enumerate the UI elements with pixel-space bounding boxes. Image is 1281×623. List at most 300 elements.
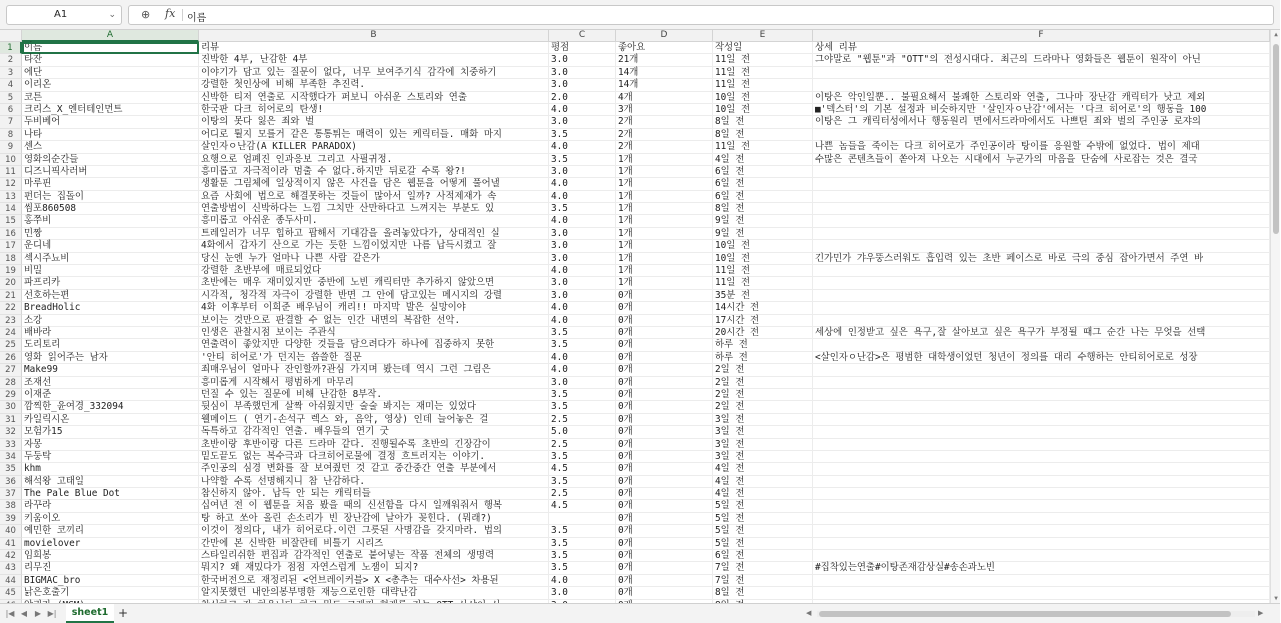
cell-date[interactable]: 10일 전 <box>713 253 813 265</box>
cell-likes[interactable]: 1개 <box>616 191 713 203</box>
cell-detail[interactable]: 수많은 콘텐츠들이 쏟아져 나오는 시대에서 누군가의 마음을 단숨에 사로잡는 것은 결국 <box>813 154 1270 166</box>
cell-rating[interactable]: 3.0 <box>549 166 616 178</box>
cell-date[interactable]: 4일 전 <box>713 476 813 488</box>
column-header-b[interactable]: B <box>199 30 549 42</box>
cell-rating[interactable]: 3.0 <box>549 253 616 265</box>
cell-detail[interactable]: 상세 리뷰 <box>813 42 1270 54</box>
cell-name[interactable]: 임희봉 <box>22 550 199 562</box>
first-sheet-icon[interactable]: |◀ <box>5 609 15 618</box>
row-header[interactable]: 20 <box>0 277 22 289</box>
row-header[interactable]: 32 <box>0 426 22 438</box>
cell-name[interactable]: 이재준 <box>22 389 199 401</box>
cell-likes[interactable]: 0개 <box>616 562 713 574</box>
cell-rating[interactable]: 3.5 <box>549 203 616 215</box>
cell-detail[interactable] <box>813 240 1270 252</box>
row-header[interactable]: 39 <box>0 513 22 525</box>
cell-date[interactable]: 6일 전 <box>713 191 813 203</box>
horizontal-scroll-thumb[interactable] <box>819 611 1231 617</box>
row-header[interactable]: 28 <box>0 377 22 389</box>
cell-review[interactable]: 생활툰 그림체에 일상적이지 않은 사건을 담은 웹툰을 어떻게 풀어낼 <box>199 178 549 190</box>
cell-likes[interactable]: 14개 <box>616 67 713 79</box>
cell-name[interactable]: 마루핀 <box>22 178 199 190</box>
cell-likes[interactable]: 2개 <box>616 141 713 153</box>
cell-likes[interactable]: 0개 <box>616 451 713 463</box>
cell-detail[interactable] <box>813 265 1270 277</box>
column-header-f[interactable]: F <box>813 30 1270 42</box>
cell-rating[interactable]: 3.0 <box>549 54 616 66</box>
cell-likes[interactable]: 0개 <box>616 463 713 475</box>
row-header[interactable]: 3 <box>0 67 22 79</box>
cell-rating[interactable]: 3.0 <box>549 240 616 252</box>
cell-name[interactable]: 조재선 <box>22 377 199 389</box>
row-header[interactable]: 8 <box>0 129 22 141</box>
cell-review[interactable]: 보이는 것만으로 판결할 수 없는 인간 내면의 복잡한 선악. <box>199 315 549 327</box>
sheet-tab-sheet1[interactable]: sheet1 <box>66 604 114 623</box>
cell-name[interactable]: Make99 <box>22 364 199 376</box>
cell-detail[interactable]: 세상에 인정받고 싶은 욕구,잘 살아보고 싶은 욕구가 부정될 때그 순간 나는 무엇을 선택 <box>813 327 1270 339</box>
cell-rating[interactable]: 3.5 <box>549 451 616 463</box>
row-header[interactable]: 19 <box>0 265 22 277</box>
cell-detail[interactable]: ■'덱스터'의 기본 설정과 비슷하지만 '살인자ㅇ난감'에서는 '다크 히어로'의 행동을 100 <box>813 104 1270 116</box>
cell-rating[interactable]: 4.0 <box>549 215 616 227</box>
cell-date[interactable]: 3일 전 <box>713 426 813 438</box>
cell-name[interactable]: 이리온 <box>22 79 199 91</box>
cell-review[interactable]: 트레일러가 너무 힙하고 팝해서 기대감을 올려놓았다가, 상대적인 실 <box>199 228 549 240</box>
cell-review[interactable]: 던질 수 있는 질문에 비해 난감한 8부작. <box>199 389 549 401</box>
cell-name[interactable]: 두비베어 <box>22 116 199 128</box>
cell-rating[interactable]: 4.0 <box>549 141 616 153</box>
cell-rating[interactable]: 3.5 <box>549 525 616 537</box>
function-icon[interactable]: fx <box>165 7 176 20</box>
cell-rating[interactable] <box>549 513 616 525</box>
row-header[interactable]: 10 <box>0 154 22 166</box>
cell-date[interactable]: 5일 전 <box>713 513 813 525</box>
cell-date[interactable]: 10일 전 <box>713 240 813 252</box>
cell-date[interactable]: 6일 전 <box>713 166 813 178</box>
cell-name[interactable]: 영화의순간들 <box>22 154 199 166</box>
cell-likes[interactable]: 0개 <box>616 439 713 451</box>
row-header[interactable]: 42 <box>0 550 22 562</box>
cell-likes[interactable]: 1개 <box>616 228 713 240</box>
cell-review[interactable]: 나약할 수록 선명해지니 참 난감하다. <box>199 476 549 488</box>
cell-date[interactable]: 5일 전 <box>713 525 813 537</box>
cell-date[interactable]: 하루 전 <box>713 352 813 364</box>
cell-rating[interactable]: 3.0 <box>549 587 616 599</box>
cell-detail[interactable] <box>813 575 1270 587</box>
cell-detail[interactable] <box>813 513 1270 525</box>
cell-review[interactable]: 독특하고 감각적인 연출. 배우들의 연기 굿 <box>199 426 549 438</box>
cell-likes[interactable]: 0개 <box>616 352 713 364</box>
cell-review[interactable]: 흥미롭게 시작해서 평범하게 마무리 <box>199 377 549 389</box>
row-header[interactable]: 2 <box>0 54 22 66</box>
cell-review[interactable]: 이탕의 못다 잃은 죄와 벌 <box>199 116 549 128</box>
cell-rating[interactable]: 3.0 <box>549 377 616 389</box>
cell-date[interactable]: 35분 전 <box>713 290 813 302</box>
row-header[interactable]: 27 <box>0 364 22 376</box>
cell-detail[interactable] <box>813 463 1270 475</box>
cell-name[interactable]: 펀더는 집돌이 <box>22 191 199 203</box>
row-header[interactable]: 22 <box>0 302 22 314</box>
row-header[interactable]: 45 <box>0 587 22 599</box>
cell-date[interactable]: 7일 전 <box>713 575 813 587</box>
cell-rating[interactable]: 3.5 <box>549 339 616 351</box>
row-header[interactable]: 30 <box>0 401 22 413</box>
cell-detail[interactable] <box>813 191 1270 203</box>
cell-likes[interactable]: 0개 <box>616 476 713 488</box>
cell-date[interactable]: 하루 전 <box>713 339 813 351</box>
cell-rating[interactable]: 2.5 <box>549 414 616 426</box>
cell-likes[interactable]: 좋아요 <box>616 42 713 54</box>
magnifier-icon[interactable]: ⊕ <box>141 8 151 21</box>
column-header-d[interactable]: D <box>616 30 713 42</box>
cell-detail[interactable] <box>813 277 1270 289</box>
cell-detail[interactable] <box>813 587 1270 599</box>
row-header[interactable]: 24 <box>0 327 22 339</box>
cell-date[interactable]: 3일 전 <box>713 439 813 451</box>
cell-detail[interactable] <box>813 488 1270 500</box>
row-header[interactable]: 1 <box>0 42 22 54</box>
cell-likes[interactable]: 0개 <box>616 587 713 599</box>
cell-date[interactable]: 8일 전 <box>713 129 813 141</box>
cell-review[interactable]: 뒷심이 부족했던게 살짝 아쉬웠지만 술술 봐지는 재미는 있었다 <box>199 401 549 413</box>
row-header[interactable]: 16 <box>0 228 22 240</box>
cell-rating[interactable]: 3.0 <box>549 228 616 240</box>
cell-likes[interactable]: 1개 <box>616 240 713 252</box>
cell-date[interactable]: 9일 전 <box>713 215 813 227</box>
cell-date[interactable]: 6일 전 <box>713 178 813 190</box>
row-header[interactable]: 44 <box>0 575 22 587</box>
cell-likes[interactable]: 0개 <box>616 290 713 302</box>
scroll-right-icon[interactable]: ▶ <box>1258 609 1264 617</box>
cell-detail[interactable] <box>813 178 1270 190</box>
cell-name[interactable]: 배바라 <box>22 327 199 339</box>
cell-name[interactable]: 코튼 <box>22 92 199 104</box>
cell-rating[interactable]: 4.0 <box>549 315 616 327</box>
row-header[interactable]: 36 <box>0 476 22 488</box>
cell-likes[interactable]: 14개 <box>616 79 713 91</box>
cell-rating[interactable]: 3.5 <box>549 538 616 550</box>
cell-rating[interactable]: 3.5 <box>549 154 616 166</box>
cell-rating[interactable]: 평점 <box>549 42 616 54</box>
row-header[interactable]: 35 <box>0 463 22 475</box>
row-header[interactable]: 31 <box>0 414 22 426</box>
column-header-c[interactable]: C <box>549 30 616 42</box>
cell-review[interactable]: 리뷰 <box>199 42 549 54</box>
cell-likes[interactable]: 2개 <box>616 129 713 141</box>
row-header[interactable]: 34 <box>0 451 22 463</box>
row-header[interactable]: 43 <box>0 562 22 574</box>
row-header[interactable]: 14 <box>0 203 22 215</box>
cell-review[interactable]: 요행으로 엄폐진 인과응보 그리고 사필귀정. <box>199 154 549 166</box>
row-header[interactable]: 26 <box>0 352 22 364</box>
cell-review[interactable]: 웰메이드 ( 연기-손석구 렉스 와, 음악, 영상) 인데 늘어놓은 걸 <box>199 414 549 426</box>
cell-review[interactable]: 알지못했던 내안의봉부명한 재능으로인한 대략난감 <box>199 587 549 599</box>
cell-rating[interactable]: 3.0 <box>549 79 616 91</box>
cell-likes[interactable]: 0개 <box>616 550 713 562</box>
cell-date[interactable]: 5일 전 <box>713 500 813 512</box>
cell-name[interactable]: 도리토리 <box>22 339 199 351</box>
cell-date[interactable]: 9일 전 <box>713 228 813 240</box>
row-header[interactable]: 13 <box>0 191 22 203</box>
cell-detail[interactable]: 긴가민가 갸우뚱스러워도 흡입력 있는 초반 페이스로 바로 극의 중심 잡아가면서 주연 바 <box>813 253 1270 265</box>
row-header[interactable]: 23 <box>0 315 22 327</box>
cell-detail[interactable] <box>813 414 1270 426</box>
cell-review[interactable]: 주인공의 심경 변화를 잘 보여줬던 것 같고 중간중간 연출 부분에서 <box>199 463 549 475</box>
cell-name[interactable]: 소강 <box>22 315 199 327</box>
cell-rating[interactable]: 3.0 <box>549 116 616 128</box>
cell-date[interactable]: 3일 전 <box>713 451 813 463</box>
cell-detail[interactable] <box>813 67 1270 79</box>
select-all-corner[interactable] <box>0 30 22 42</box>
cell-date[interactable]: 4일 전 <box>713 463 813 475</box>
add-sheet-button[interactable]: + <box>117 606 129 620</box>
row-header[interactable]: 29 <box>0 389 22 401</box>
row-header[interactable]: 18 <box>0 253 22 265</box>
cell-rating[interactable]: 3.5 <box>549 550 616 562</box>
cell-review[interactable]: 참신하지 않아. 납득 안 되는 캐릭터들 <box>199 488 549 500</box>
cell-review[interactable]: 죄매우님이 얼마나 잔인할까?관심 가지며 봤는데 역시 그런 그림은 <box>199 364 549 376</box>
cell-rating[interactable]: 3.5 <box>549 401 616 413</box>
cell-name[interactable]: 센스 <box>22 141 199 153</box>
cell-name[interactable]: The Pale Blue Dot <box>22 488 199 500</box>
cell-likes[interactable]: 1개 <box>616 203 713 215</box>
cell-likes[interactable]: 0개 <box>616 315 713 327</box>
cell-likes[interactable]: 0개 <box>616 525 713 537</box>
cell-likes[interactable]: 2개 <box>616 116 713 128</box>
cell-detail[interactable] <box>813 439 1270 451</box>
cell-date[interactable]: 10일 전 <box>713 104 813 116</box>
cell-name[interactable]: 섹시주뇨비 <box>22 253 199 265</box>
cell-rating[interactable]: 3.5 <box>549 476 616 488</box>
cell-likes[interactable]: 0개 <box>616 364 713 376</box>
cell-likes[interactable]: 0개 <box>616 401 713 413</box>
horizontal-scrollbar[interactable] <box>805 609 1267 618</box>
cell-rating[interactable]: 4.0 <box>549 352 616 364</box>
cell-review[interactable]: 살인자ㅇ난감(A KILLER PARADOX) <box>199 141 549 153</box>
row-header[interactable]: 15 <box>0 215 22 227</box>
cell-date[interactable]: 11일 전 <box>713 265 813 277</box>
cell-detail[interactable] <box>813 377 1270 389</box>
cell-name[interactable]: 비밀 <box>22 265 199 277</box>
cell-likes[interactable]: 0개 <box>616 575 713 587</box>
cell-name[interactable]: 선호하는편 <box>22 290 199 302</box>
cell-detail[interactable] <box>813 290 1270 302</box>
cell-date[interactable]: 2일 전 <box>713 401 813 413</box>
scroll-up-icon[interactable]: ▲ <box>1274 31 1278 38</box>
cell-review[interactable]: 이야기가 담고 있는 질문이 없다, 너무 보여주기식 감각에 치중하기 <box>199 67 549 79</box>
cell-review[interactable]: 당신 눈엔 누가 얼마나 나쁜 사람 같은가 <box>199 253 549 265</box>
cell-rating[interactable]: 4.0 <box>549 178 616 190</box>
cell-likes[interactable]: 1개 <box>616 265 713 277</box>
cell-review[interactable]: 4화에서 갑자기 산으로 가는 듯한 느낌이었지만 나름 납득시켰고 잘 <box>199 240 549 252</box>
cell-review[interactable]: 신박한 티저 연출로 시작했다가 퍼보니 아쉬운 스토리와 연출 <box>199 92 549 104</box>
cell-rating[interactable]: 4.0 <box>549 302 616 314</box>
cell-name[interactable]: 예민한 코끼리 <box>22 525 199 537</box>
cell-likes[interactable]: 0개 <box>616 538 713 550</box>
cell-detail[interactable] <box>813 129 1270 141</box>
row-header[interactable]: 11 <box>0 166 22 178</box>
cell-review[interactable]: 흥미롭고 자극적이라 멈출 수 없다.하지만 뒤로갈 수록 왕?! <box>199 166 549 178</box>
cell-likes[interactable]: 1개 <box>616 277 713 289</box>
cell-date[interactable]: 11일 전 <box>713 54 813 66</box>
cell-name[interactable]: 낡은호출기 <box>22 587 199 599</box>
cell-name[interactable]: BIGMAC_bro <box>22 575 199 587</box>
cell-detail[interactable]: 그야말로 "웹툰"과 "OTT"의 전성시대다. 최근의 드라마나 영화들은 웹툰이 원작이 아닌 <box>813 54 1270 66</box>
cell-detail[interactable]: 이탕은 그 캐릭터성에서나 행동원리 면에서드라마에서도 나쁘틴 죄와 벌의 주인공 로쟈의 <box>813 116 1270 128</box>
cell-detail[interactable] <box>813 339 1270 351</box>
row-header[interactable]: 41 <box>0 538 22 550</box>
cell-name[interactable]: 깜찍한_윤여경_332094 <box>22 401 199 413</box>
cell-review[interactable]: 십여년 전 이 웹툰을 처음 봤을 때의 신선함을 다시 일깨워줘서 행복 <box>199 500 549 512</box>
row-header[interactable]: 37 <box>0 488 22 500</box>
cell-name[interactable]: 디즈니픽사러버 <box>22 166 199 178</box>
cell-name[interactable]: 자몽 <box>22 439 199 451</box>
cell-likes[interactable]: 0개 <box>616 488 713 500</box>
row-header[interactable]: 6 <box>0 104 22 116</box>
row-header[interactable]: 38 <box>0 500 22 512</box>
cell-name[interactable]: 파프리카 <box>22 277 199 289</box>
cell-review[interactable]: 강렬한 초반부에 매료되었다 <box>199 265 549 277</box>
cell-review[interactable]: 연출력이 좋았지만 다양한 것들을 담으려다가 하나에 집중하지 못한 <box>199 339 549 351</box>
cell-date[interactable]: 8일 전 <box>713 116 813 128</box>
cell-review[interactable]: '안티 히어로'가 던지는 씁쓸한 질문 <box>199 352 549 364</box>
cell-detail[interactable] <box>813 166 1270 178</box>
cell-name[interactable]: BreadHolic <box>22 302 199 314</box>
cell-detail[interactable] <box>813 401 1270 413</box>
cell-date[interactable]: 11일 전 <box>713 141 813 153</box>
cell-likes[interactable]: 0개 <box>616 513 713 525</box>
cell-review[interactable]: 초반에는 매우 재미있지만 중반에 노빈 캐릭터만 추가하지 않았으면 <box>199 277 549 289</box>
row-header[interactable]: 40 <box>0 525 22 537</box>
row-header[interactable]: 9 <box>0 141 22 153</box>
cell-detail[interactable]: 이탕은 악인일뿐.. 불필요해서 불쾌한 스토리와 연출, 그나마 장난감 캐릭터가 낫고 제외 <box>813 92 1270 104</box>
cell-date[interactable]: 7일 전 <box>713 562 813 574</box>
chevron-down-icon[interactable]: ⌄ <box>108 10 116 20</box>
previous-sheet-icon[interactable]: ◀ <box>20 609 28 618</box>
cell-date[interactable]: 10일 전 <box>713 92 813 104</box>
cell-likes[interactable]: 1개 <box>616 154 713 166</box>
cell-name[interactable]: 리무진 <box>22 562 199 574</box>
cell-date[interactable]: 4일 전 <box>713 154 813 166</box>
cell-name[interactable]: khm <box>22 463 199 475</box>
cell-likes[interactable]: 0개 <box>616 426 713 438</box>
cell-detail[interactable] <box>813 525 1270 537</box>
cell-review[interactable]: 간만에 본 신박한 비잘란테 비틀기 시리즈 <box>199 538 549 550</box>
formula-value[interactable]: 이름 <box>187 13 207 24</box>
cell-rating[interactable]: 4.0 <box>549 191 616 203</box>
cell-likes[interactable]: 1개 <box>616 215 713 227</box>
cell-date[interactable]: 17시간 전 <box>713 315 813 327</box>
cell-detail[interactable] <box>813 389 1270 401</box>
cell-review[interactable]: 요즘 사회에 법으로 해결못하는 것들이 많아서 일까? 사적제재가 속 <box>199 191 549 203</box>
cell-likes[interactable]: 1개 <box>616 166 713 178</box>
cell-review[interactable]: 4화 이후부터 이희준 배우님이 캐리!! 마지막 발은 실망이야 <box>199 302 549 314</box>
cell-likes[interactable]: 0개 <box>616 414 713 426</box>
cell-name[interactable]: 나타 <box>22 129 199 141</box>
cell-detail[interactable] <box>813 451 1270 463</box>
cell-review[interactable]: 어디로 튈지 모를거 같은 통통튀는 매력이 있는 케릭터들. 매화 마지 <box>199 129 549 141</box>
cell-review[interactable]: 한국버전으로 재정리된 <언브레이커블> X <총추는 대수사선> 차용된 <box>199 575 549 587</box>
cell-name[interactable]: 홍쭈비 <box>22 215 199 227</box>
cell-name[interactable]: 영화 읽어주는 남자 <box>22 352 199 364</box>
cell-likes[interactable]: 3개 <box>616 104 713 116</box>
cell-likes[interactable]: 21개 <box>616 54 713 66</box>
cell-detail[interactable] <box>813 215 1270 227</box>
cell-detail[interactable] <box>813 500 1270 512</box>
row-header[interactable]: 12 <box>0 178 22 190</box>
cell-detail[interactable] <box>813 538 1270 550</box>
cell-rating[interactable]: 3.0 <box>549 277 616 289</box>
cell-likes[interactable]: 0개 <box>616 377 713 389</box>
cell-detail[interactable]: 나쁜 놈들을 죽이는 다크 히어로가 주인공이라 탕이를 응원할 수밖에 없었다. 법이 제대 <box>813 141 1270 153</box>
cell-date[interactable]: 14시간 전 <box>713 302 813 314</box>
cell-likes[interactable]: 0개 <box>616 302 713 314</box>
cell-name[interactable]: 운디네 <box>22 240 199 252</box>
cell-name[interactable]: 에단 <box>22 67 199 79</box>
cell-name[interactable]: 이름 <box>22 42 199 54</box>
column-header-e[interactable]: E <box>713 30 813 42</box>
cell-detail[interactable] <box>813 426 1270 438</box>
cell-review[interactable]: 초반이랑 후반이랑 다른 드라마 같다. 진행될수록 초반의 긴장감이 <box>199 439 549 451</box>
cell-rating[interactable]: 4.5 <box>549 500 616 512</box>
cell-name[interactable]: 카일릭시온 <box>22 414 199 426</box>
cell-review[interactable]: 스타일리쉬한 편집과 감각적인 연출로 붙어넣는 작품 전체의 생명력 <box>199 550 549 562</box>
cell-name[interactable]: 모험가15 <box>22 426 199 438</box>
cell-rating[interactable]: 4.0 <box>549 575 616 587</box>
cell-likes[interactable]: 0개 <box>616 500 713 512</box>
row-header[interactable]: 33 <box>0 439 22 451</box>
cell-name[interactable]: 타잔 <box>22 54 199 66</box>
cell-review[interactable]: 한국판 다크 히어로의 탄생! <box>199 104 549 116</box>
cell-likes[interactable]: 0개 <box>616 389 713 401</box>
cell-detail[interactable] <box>813 228 1270 240</box>
cell-review[interactable]: 연출방법이 신박하다는 느낌 그치만 산만하다고 느껴지는 부분도 있 <box>199 203 549 215</box>
cell-date[interactable]: 8일 전 <box>713 203 813 215</box>
cell-review[interactable]: 흥미롭고 아쉬운 종두사미. <box>199 215 549 227</box>
cell-date[interactable]: 6일 전 <box>713 550 813 562</box>
last-sheet-icon[interactable]: ▶| <box>47 609 57 618</box>
cell-name[interactable]: movielover <box>22 538 199 550</box>
cell-rating[interactable]: 3.5 <box>549 129 616 141</box>
cell-date[interactable]: 2일 전 <box>713 364 813 376</box>
scroll-down-icon[interactable]: ▼ <box>1274 595 1278 602</box>
cell-detail[interactable] <box>813 203 1270 215</box>
cell-rating[interactable]: 2.0 <box>549 92 616 104</box>
cell-rating[interactable]: 2.5 <box>549 488 616 500</box>
cell-detail[interactable] <box>813 476 1270 488</box>
cell-name[interactable]: 씸포860508 <box>22 203 199 215</box>
cell-rating[interactable]: 4.0 <box>549 104 616 116</box>
cell-rating[interactable]: 3.0 <box>549 290 616 302</box>
cell-date[interactable]: 20시간 전 <box>713 327 813 339</box>
cell-rating[interactable]: 5.0 <box>549 426 616 438</box>
cell-date[interactable]: 11일 전 <box>713 277 813 289</box>
cell-name[interactable]: 해석왕 고태일 <box>22 476 199 488</box>
cell-date[interactable]: 5일 전 <box>713 538 813 550</box>
row-header[interactable]: 4 <box>0 79 22 91</box>
column-header-a[interactable]: A <box>22 30 199 42</box>
cell-date[interactable]: 11일 전 <box>713 67 813 79</box>
cell-name[interactable]: 라꾸라 <box>22 500 199 512</box>
cell-detail[interactable] <box>813 315 1270 327</box>
cell-review[interactable]: 인생은 관찰시점 보이는 주관식 <box>199 327 549 339</box>
vertical-scrollbar[interactable] <box>1270 30 1280 603</box>
cell-name[interactable]: 크리스_X_엔터테인먼트 <box>22 104 199 116</box>
cell-likes[interactable]: 0개 <box>616 327 713 339</box>
cell-likes[interactable]: 1개 <box>616 253 713 265</box>
cell-name[interactable]: 키움이오 <box>22 513 199 525</box>
cell-date[interactable]: 11일 전 <box>713 79 813 91</box>
